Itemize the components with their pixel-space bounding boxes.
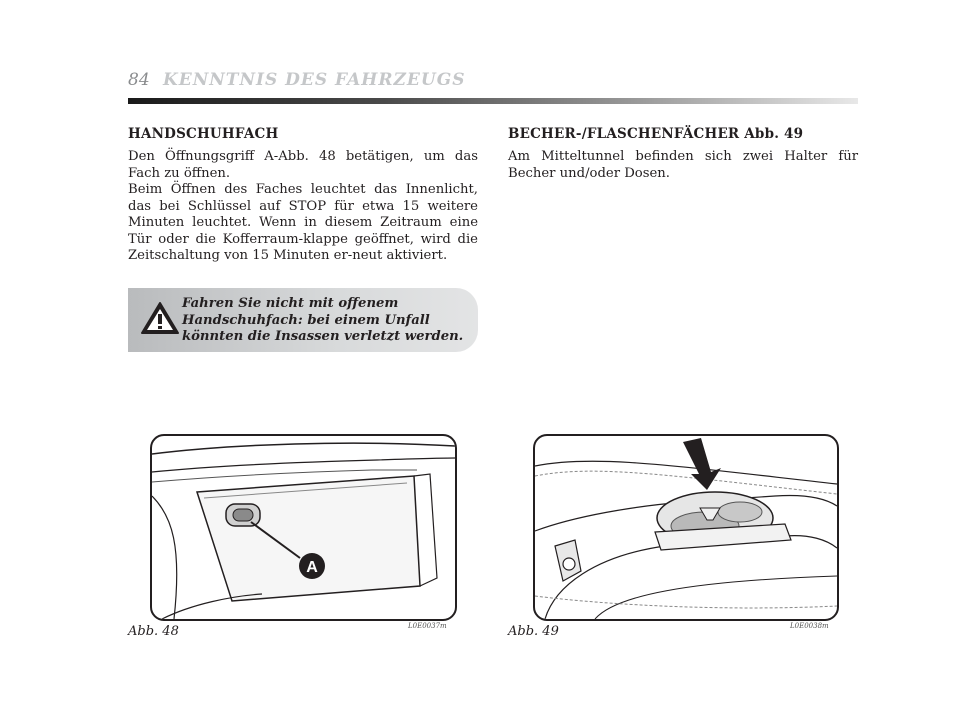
figure-code: L0E0038m bbox=[790, 622, 829, 630]
header-rule bbox=[128, 98, 858, 104]
warning-box bbox=[128, 288, 478, 352]
cupholder-illustration bbox=[535, 436, 837, 619]
figure-cupholder bbox=[533, 434, 839, 621]
glovebox-text bbox=[128, 149, 478, 265]
paragraph: Beim Öffnen des Faches leuchtet das Innenlicht, das bei Schlüssel auf STOP für etwa 15 weitere Minuten leuchtet. Wenn in diesem Zeitraum eine Tür oder die Kofferraum-klappe geöffnet, wird die Zeitschaltung von 15 Minuten er-neut aktiviert. bbox=[128, 182, 478, 263]
chapter-title: KENNTNIS DES FAHRZEUGS bbox=[163, 70, 466, 90]
warning-triangle-icon bbox=[140, 300, 180, 336]
figure-caption: Abb. 49 bbox=[508, 624, 559, 639]
figure-glovebox bbox=[150, 434, 457, 621]
callout-label: A bbox=[306, 559, 318, 576]
section-heading-glovebox: HANDSCHUHFACH bbox=[128, 126, 279, 142]
glovebox-illustration bbox=[152, 436, 455, 619]
figure-code: L0E0037m bbox=[408, 622, 447, 630]
cupholder-text: Am Mitteltunnel befinden sich zwei Halter für Becher und/oder Dosen. bbox=[508, 149, 858, 181]
section-heading-cupholder: BECHER-/FLASCHENFÄCHER Abb. 49 bbox=[508, 126, 804, 142]
warning-text: Fahren Sie nicht mit offenem Handschuhfach: bei einem Unfall könnten die Insassen verletzt werden. bbox=[182, 296, 464, 344]
page-number: 84 bbox=[128, 70, 150, 90]
paragraph: Den Öffnungsgriff A-Abb. 48 betätigen, um das Fach zu öffnen. bbox=[128, 149, 478, 181]
figure-caption: Abb. 48 bbox=[128, 624, 179, 639]
